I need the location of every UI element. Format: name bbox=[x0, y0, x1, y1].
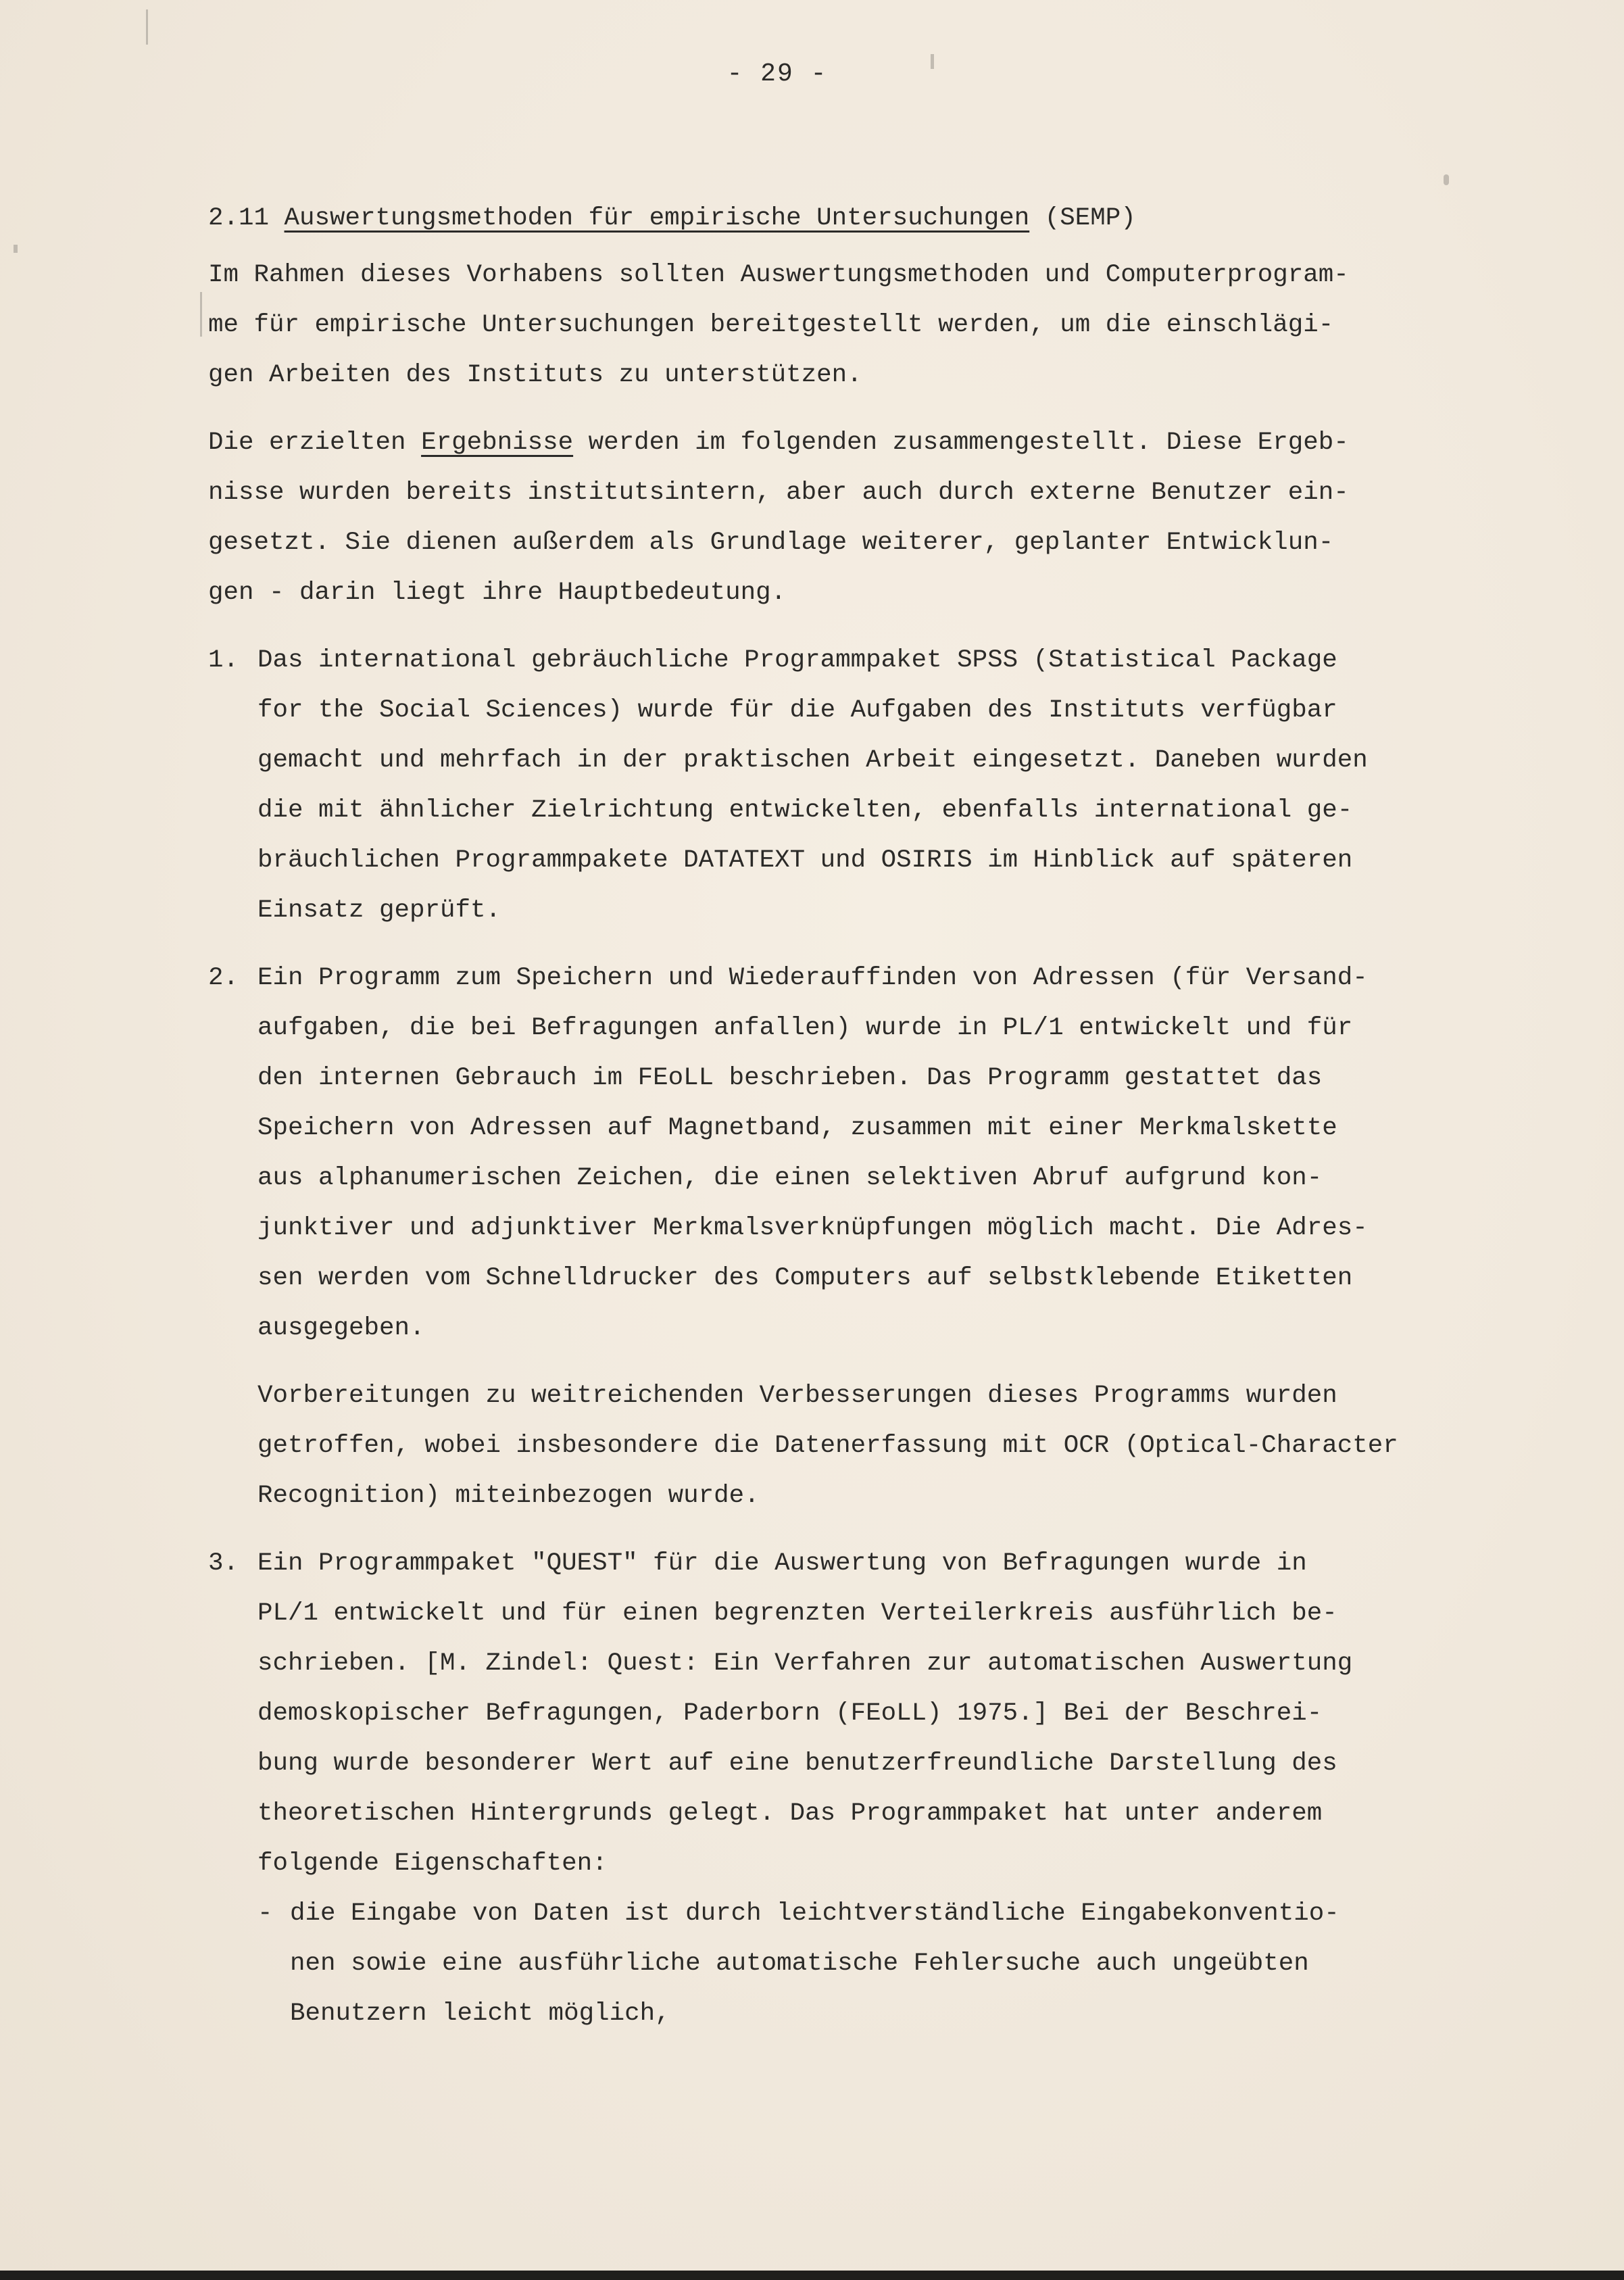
results-before: Die erzielten bbox=[208, 429, 422, 457]
item-line: Ein Programm zum Speichern und Wiederauffinden von Adressen (für Versand- bbox=[257, 964, 1368, 992]
list-item-3 bbox=[208, 1538, 1519, 2039]
item-line: Vorbereitungen zu weitreichenden Verbesserungen dieses Programms wurden bbox=[257, 1382, 1337, 1410]
list-item-1 bbox=[208, 635, 1519, 936]
item-line: Recognition) miteinbezogen wurde. bbox=[257, 1482, 760, 1510]
intro-paragraph bbox=[208, 250, 1519, 400]
item-line: folgende Eigenschaften: bbox=[257, 1849, 608, 1878]
scan-mark bbox=[14, 245, 18, 253]
list-item-2 bbox=[208, 953, 1519, 1521]
item-line: junktiver und adjunktiver Merkmalsverknüpfungen möglich macht. Die Adres- bbox=[257, 1214, 1368, 1242]
item-line: theoretischen Hintergrunds gelegt. Das Programmpaket hat unter anderem bbox=[257, 1799, 1323, 1828]
intro-line: Im Rahmen dieses Vorhabens sollten Auswertungsmethoden und Computerprogram- bbox=[208, 261, 1349, 289]
scan-mark bbox=[146, 9, 148, 45]
bullet-line: nen sowie eine ausführliche automatische Fehlersuche auch ungeübten bbox=[290, 1949, 1309, 1978]
item-line: Das international gebräuchliche Programmpaket SPSS (Statistical Package bbox=[257, 646, 1337, 675]
item-line: Speichern von Adressen auf Magnetband, zusammen mit einer Merkmalskette bbox=[257, 1114, 1337, 1142]
item-line: schrieben. [M. Zindel: Quest: Ein Verfahren zur automatischen Auswertung bbox=[257, 1649, 1353, 1678]
item-line: PL/1 entwickelt und für einen begrenzten Verteilerkreis ausführlich be- bbox=[257, 1599, 1337, 1628]
results-line: gesetzt. Sie dienen außerdem als Grundlage weiterer, geplanter Entwicklun- bbox=[208, 529, 1334, 557]
item-subparagraph bbox=[257, 1371, 1519, 1521]
bullet-dash: - bbox=[257, 1899, 273, 1928]
section-number: 2.11 bbox=[208, 204, 270, 233]
item-body bbox=[257, 1538, 1519, 2039]
section-title: Auswertungsmethoden für empirische Untersuchungen bbox=[284, 204, 1030, 233]
intro-line: me für empirische Untersuchungen bereitgestellt werden, um die einschlägi- bbox=[208, 311, 1334, 339]
bullet-line: die Eingabe von Daten ist durch leichtverständliche Eingabekonventio- bbox=[290, 1899, 1339, 1928]
results-line: nisse wurden bereits institutsintern, aber auch durch externe Benutzer ein- bbox=[208, 479, 1349, 507]
item-line: aus alphanumerischen Zeichen, die einen selektiven Abruf aufgrund kon- bbox=[257, 1164, 1323, 1192]
document-body bbox=[208, 193, 1519, 2056]
bullet-body bbox=[290, 1889, 1519, 2039]
intro-line: gen Arbeiten des Instituts zu unterstützen. bbox=[208, 361, 862, 389]
item-number: 1. bbox=[208, 646, 239, 675]
item-line: demoskopischer Befragungen, Paderborn (FEoLL) 1975.] Bei der Beschrei- bbox=[257, 1699, 1323, 1728]
results-after: werden im folgenden zusammengestellt. Diese Ergeb- bbox=[573, 429, 1349, 457]
item-line: sen werden vom Schnelldrucker des Computers auf selbstklebende Etiketten bbox=[257, 1264, 1353, 1292]
item-line: Einsatz geprüft. bbox=[257, 896, 501, 925]
item-line: bräuchlichen Programmpakete DATATEXT und OSIRIS im Hinblick auf späteren bbox=[257, 846, 1353, 875]
section-abbreviation: (SEMP) bbox=[1044, 204, 1136, 233]
bullet-line: Benutzern leicht möglich, bbox=[290, 1999, 670, 2028]
bullet-item bbox=[257, 1889, 1519, 2039]
results-paragraph bbox=[208, 418, 1519, 618]
results-line: gen - darin liegt ihre Hauptbedeutung. bbox=[208, 579, 787, 607]
item-line: Ein Programmpaket "QUEST" für die Auswertung von Befragungen wurde in bbox=[257, 1549, 1307, 1578]
item-line: getroffen, wobei insbesondere die Datenerfassung mit OCR (Optical-Character bbox=[257, 1432, 1398, 1460]
scan-mark bbox=[1444, 174, 1449, 185]
item-line: ausgegeben. bbox=[257, 1314, 425, 1342]
item-line: die mit ähnlicher Zielrichtung entwickelten, ebenfalls international ge- bbox=[257, 796, 1353, 825]
scan-mark bbox=[200, 292, 202, 337]
item-line: for the Social Sciences) wurde für die Aufgaben des Instituts verfügbar bbox=[257, 696, 1337, 725]
results-line bbox=[208, 418, 1519, 468]
item-number: 3. bbox=[208, 1549, 239, 1578]
item-line: den internen Gebrauch im FEoLL beschrieben. Das Programm gestattet das bbox=[257, 1064, 1323, 1092]
item-body bbox=[257, 635, 1519, 936]
item-number: 2. bbox=[208, 964, 239, 992]
page-number: - 29 - bbox=[727, 59, 828, 89]
results-underlined: Ergebnisse bbox=[421, 429, 574, 457]
item-line: aufgaben, die bei Befragungen anfallen) wurde in PL/1 entwickelt und für bbox=[257, 1014, 1353, 1042]
item-line: gemacht und mehrfach in der praktischen Arbeit eingesetzt. Daneben wurden bbox=[257, 746, 1368, 775]
scan-bottom-edge bbox=[0, 2271, 1624, 2280]
item-line: bung wurde besonderer Wert auf eine benutzerfreundliche Darstellung des bbox=[257, 1749, 1337, 1778]
item-body bbox=[257, 953, 1519, 1521]
section-heading bbox=[208, 193, 1519, 243]
